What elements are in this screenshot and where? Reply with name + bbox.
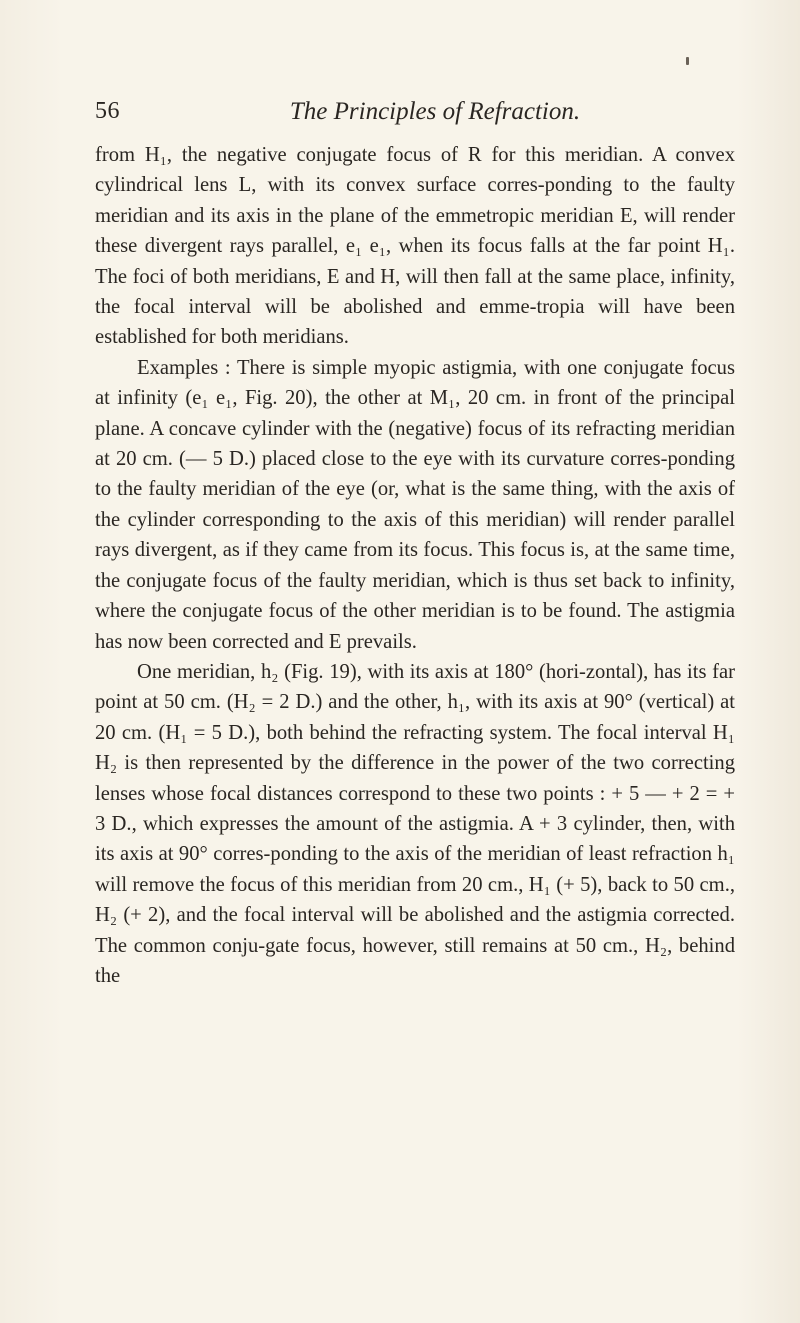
paragraph-1: from H₁, the negative conjugate focus of R for this meridian. A convex cylindrical lens L, with its convex surface corres-ponding to the faulty meridian and its axis in the plane of the emmetropic meridian E, will render these divergent rays parallel, e₁ e₁, when its focus falls at the far point H₁. The foci of both meridians, E and H, will then fall at the same place, infinity, the focal interval will be abolished and emme-tropia will have been established for both meridians. (95, 144, 735, 349)
stray-ink-mark (686, 57, 689, 65)
body-text (95, 140, 735, 991)
page-number: 56 (95, 98, 120, 124)
paragraph-3: One meridian, h₂ (Fig. 19), with its axis at 180° (hori-zontal), has its far point at 50 cm. (H₂ = 2 D.) and the other, h₁, with its axis at 90° (vertical) at 20 cm. (H₁ = 5 D.), both behind the refracting system. The focal interval H₁ H₂ is then represented by the difference in the power of the two correcting lenses whose focal distances correspond to these two points : + 5 — + 2 = + 3 D., which expresses the amount of the astigmia. A + 3 cylinder, then, with its axis at 90° corres-ponding to the axis of the meridian of least refraction h₁ will remove the focus of this meridian from 20 cm., H₁ (+ 5), back to 50 cm., H₂ (+ 2), and the focal interval will be abolished and the astigmia corrected. The common conju-gate focus, however, still remains at 50 cm., H₂, behind the (95, 660, 735, 987)
paragraph-2: Examples : There is simple myopic astigmia, with one conjugate focus at infinity (e₁ e₁, Fig. 20), the other at M₁, 20 cm. in front of the principal plane. A concave cylinder with the (negative) focus of its refracting meridian at 20 cm. (— 5 D.) placed close to the eye with its curvature corres-ponding to the faulty meridian of the eye (or, what is the same thing, with the axis of the cylinder corresponding to the axis of this meridian) will render parallel rays divergent, as if they came from its focus. This focus is, at the same time, the conjugate focus of the faulty meridian, which is thus set back to infinity, where the conjugate focus of the other meridian is to be found. The astigmia has now been corrected and E prevails. (95, 356, 735, 653)
running-title: The Principles of Refraction. (289, 98, 581, 125)
page-header (95, 98, 735, 134)
